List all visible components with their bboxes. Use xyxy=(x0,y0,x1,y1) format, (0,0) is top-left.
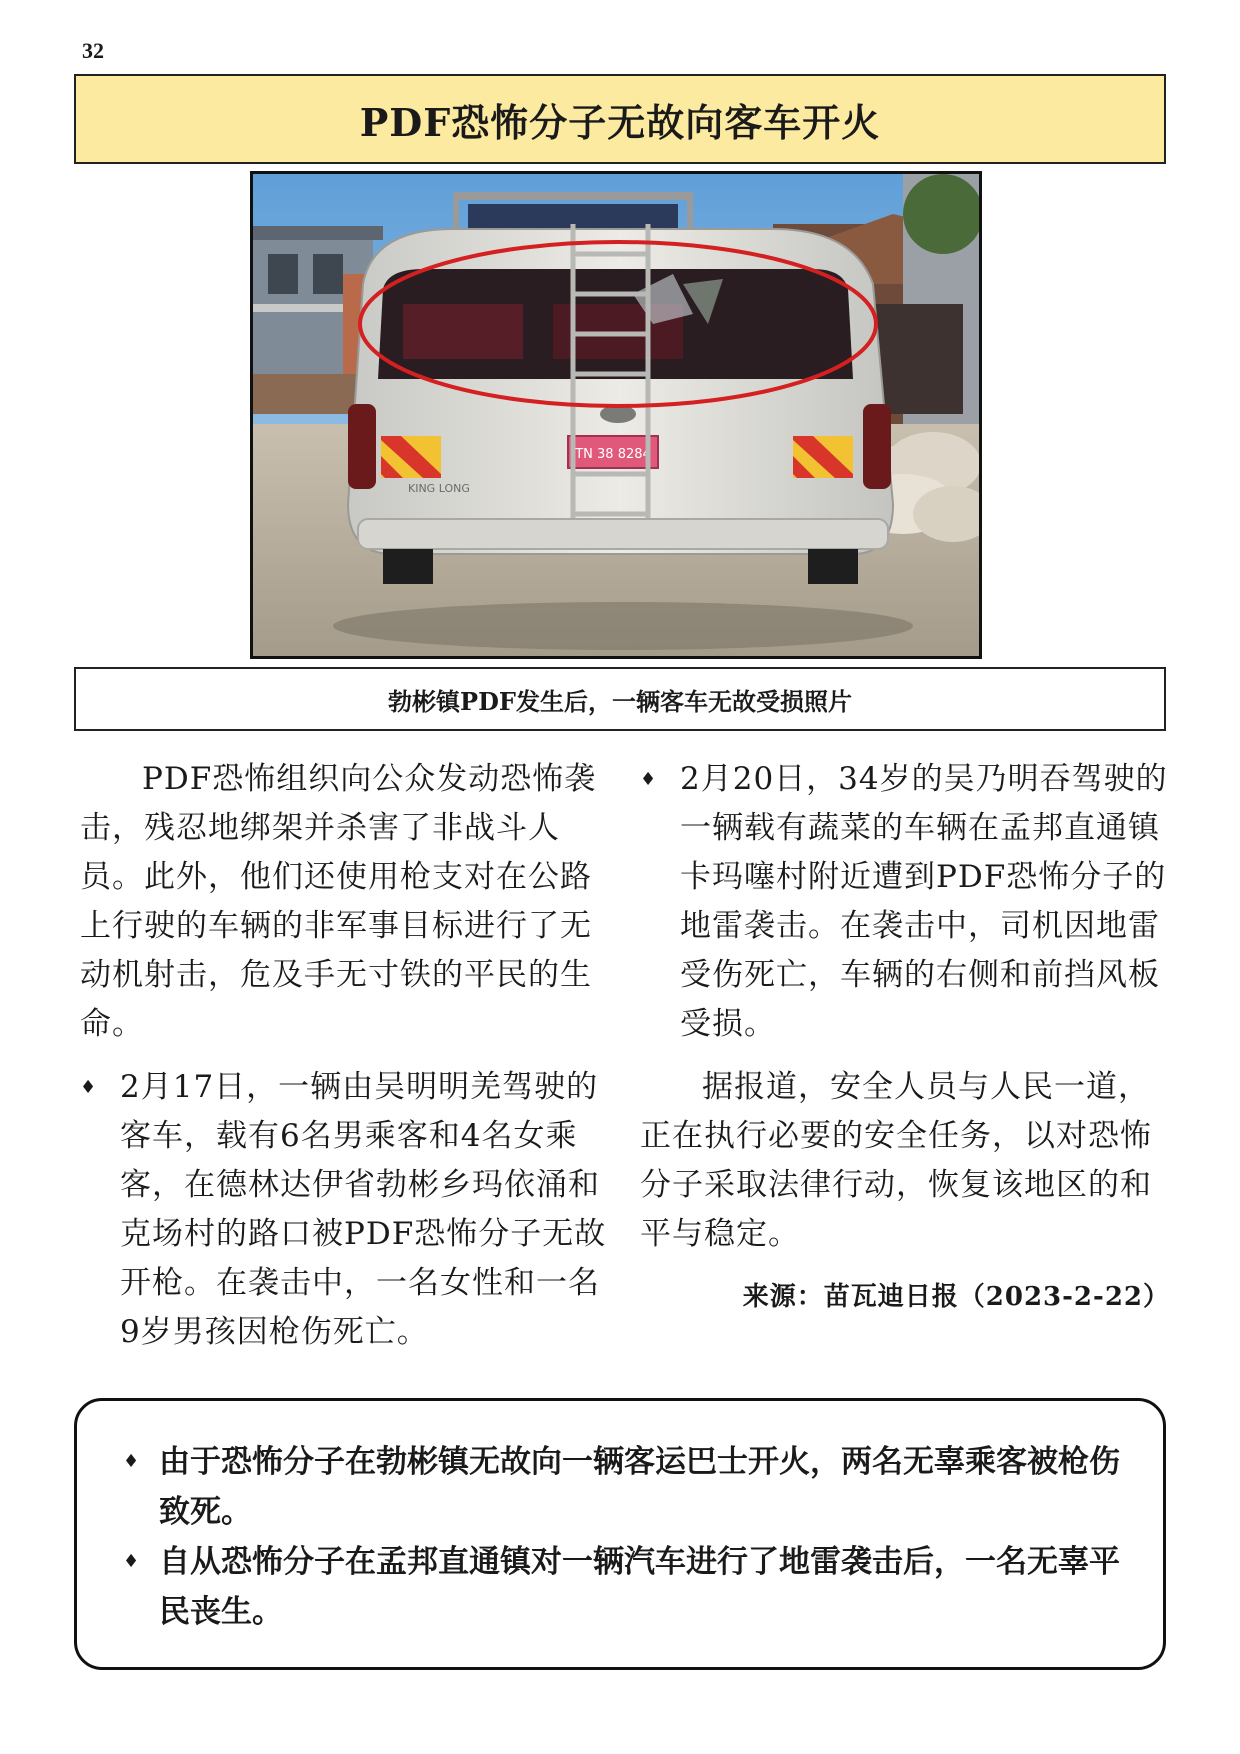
page-number: 32 xyxy=(82,38,104,63)
incident-feb20 xyxy=(640,755,1170,1049)
incident-feb17 xyxy=(80,1063,610,1357)
photo-caption-box xyxy=(74,667,1166,731)
summary-item-text: 自从恐怖分子在孟邦直通镇对一辆汽车进行了地雷袭击后，一名无辜平民丧生。 xyxy=(159,1544,1120,1630)
title-banner xyxy=(74,74,1166,164)
report-paragraph: 据报道，安全人员与人民一道，正在执行必要的安全任务，以对恐怖分子采取法律行动，恢复该地区的和平与稳定。 xyxy=(640,1069,1152,1252)
page-title: PDF恐怖分子无故向客车开火 xyxy=(359,99,881,145)
license-plate: TN 38 8284 xyxy=(575,447,651,462)
summary-item xyxy=(103,1437,1143,1537)
vehicle-brand: KING LONG xyxy=(408,482,470,495)
summary-box xyxy=(74,1398,1166,1670)
diamond-bullet-icon: ♦ xyxy=(123,1451,140,1472)
source-citation: 来源：苗瓦迪日报（2023-2-22） xyxy=(742,1282,1170,1312)
diamond-bullet-icon: ♦ xyxy=(123,1551,140,1572)
diamond-bullet-icon: ♦ xyxy=(640,769,658,790)
summary-item xyxy=(103,1537,1143,1637)
diamond-bullet-icon: ♦ xyxy=(80,1077,98,1098)
photo-caption: 勃彬镇PDF发生后，一辆客车无故受损照片 xyxy=(388,686,852,716)
left-column xyxy=(80,755,610,1371)
right-column xyxy=(640,755,1170,1322)
summary-item-text: 由于恐怖分子在勃彬镇无故向一辆客运巴士开火，两名无辜乘客被枪伤致死。 xyxy=(159,1444,1120,1530)
bus-photo xyxy=(250,171,982,659)
incident-feb17-text: 2月17日，一辆由吴明明羌驾驶的客车，载有6名男乘客和4名女乘客，在德林达伊省勃彬乡玛依涌和克场村的路口被PDF恐怖分子无故开枪。在袭击中，一名女性和一名9岁男孩因枪伤死亡。 xyxy=(120,1069,607,1350)
bus-photo-illustration xyxy=(253,174,979,656)
incident-feb20-text: 2月20日，34岁的吴乃明吞驾驶的一辆载有蔬菜的车辆在孟邦直通镇卡玛噻村附近遭到PDF恐怖分子的地雷袭击。在袭击中，司机因地雷受伤死亡，车辆的右侧和前挡风板受损。 xyxy=(680,761,1168,1042)
intro-paragraph: PDF恐怖组织向公众发动恐怖袭击，残忍地绑架并杀害了非战斗人员。此外，他们还使用枪支对在公路上行驶的车辆的非军事目标进行了无动机射击，危及手无寸铁的平民的生命。 xyxy=(80,761,597,1042)
